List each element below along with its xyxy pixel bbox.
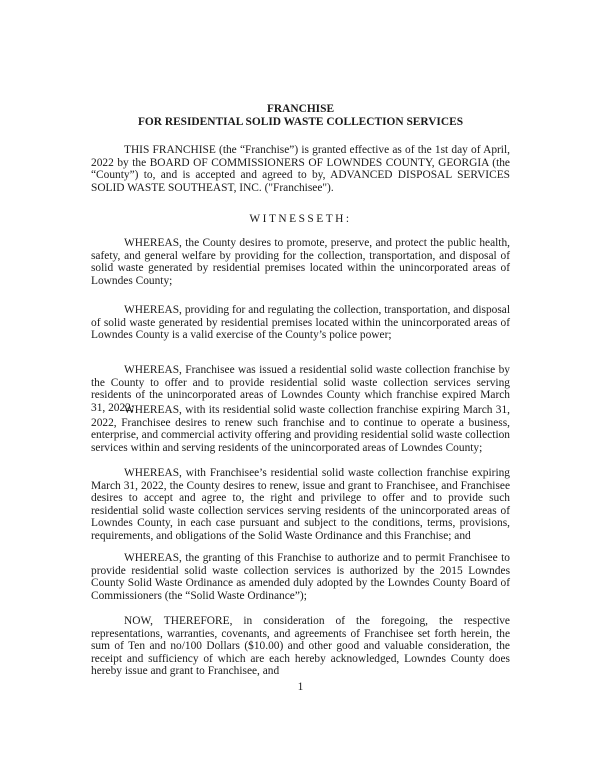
now-therefore-paragraph: NOW, THEREFORE, in consideration of the foregoing, the respective representations, warranties, covenants, and agreements of Franchisee set forth herein, the sum of Ten and no/100 Dollars ($10.00) and other good and valuable consideration, the receipt and sufficiency of which are each hereby acknowledged, Lowndes County does hereby issue and grant to Franchisee, and: [91, 615, 510, 678]
document-title: FRANCHISE: [266, 103, 335, 115]
recital-paragraph-2: WHEREAS, providing for and regulating the collection, transportation, and disposal of solid waste generated by residential premises located within the unincorporated areas of Lowndes County is a valid exercise of the County’s police power;: [91, 304, 510, 342]
recital-paragraph-6: WHEREAS, the granting of this Franchise to authorize and to permit Franchisee to provide residential solid waste collection services is authorized by the 2015 Lowndes County Solid Waste Ordinance as amended duly adopted by the Lowndes County Board of Commissioners (the “Solid Waste Ordinance”);: [91, 552, 510, 602]
page-number: 1: [297, 681, 304, 693]
document-subtitle: FOR RESIDENTIAL SOLID WASTE COLLECTION SERVICES: [137, 116, 464, 128]
recital-paragraph-5: WHEREAS, with Franchisee’s residential solid waste collection franchise expiring March 31, 2022, the County desires to renew, issue and grant to Franchisee, and Franchisee desires to accept and agree to, the right and privilege to offer and to provide such residential solid waste collection services serving residents of the unincorporated areas of Lowndes County, in each case pursuant and subject to the conditions, terms, provisions, requirements, and obligations of the Solid Waste Ordinance and this Franchise; and: [91, 467, 510, 542]
witnesseth-heading: WITNESSETH:: [249, 213, 352, 225]
recital-paragraph-4: WHEREAS, with its residential solid waste collection franchise expiring March 31, 2022, Franchisee desires to renew such franchise and to continue to operate a business, enterprise, and commercial activity offering and providing residential solid waste collection services within and serving residents of the unincorporated areas of Lowndes County;: [91, 404, 510, 454]
recital-paragraph-1: WHEREAS, the County desires to promote, preserve, and protect the public health, safety, and general welfare by providing for the collection, transportation, and disposal of solid waste generated by residential premises located within the unincorporated areas of Lowndes County;: [91, 237, 510, 287]
recital-paragraph-3: WHEREAS, Franchisee was issued a residential solid waste collection franchise by the County to offer and to provide residential solid waste collection services serving residents of the unincorporated areas of Lowndes County which franchise expired March 31, 2022;: [91, 364, 510, 414]
intro-paragraph: THIS FRANCHISE (the “Franchise”) is granted effective as of the 1st day of April, 2022 by the BOARD OF COMMISSIONERS OF LOWNDES COUNTY, GEORGIA (the “County”) to, and is accepted and agreed to by, ADVANCED DISPOSAL SERVICES SOLID WASTE SOUTHEAST, INC. ("Franchisee").: [91, 144, 510, 194]
